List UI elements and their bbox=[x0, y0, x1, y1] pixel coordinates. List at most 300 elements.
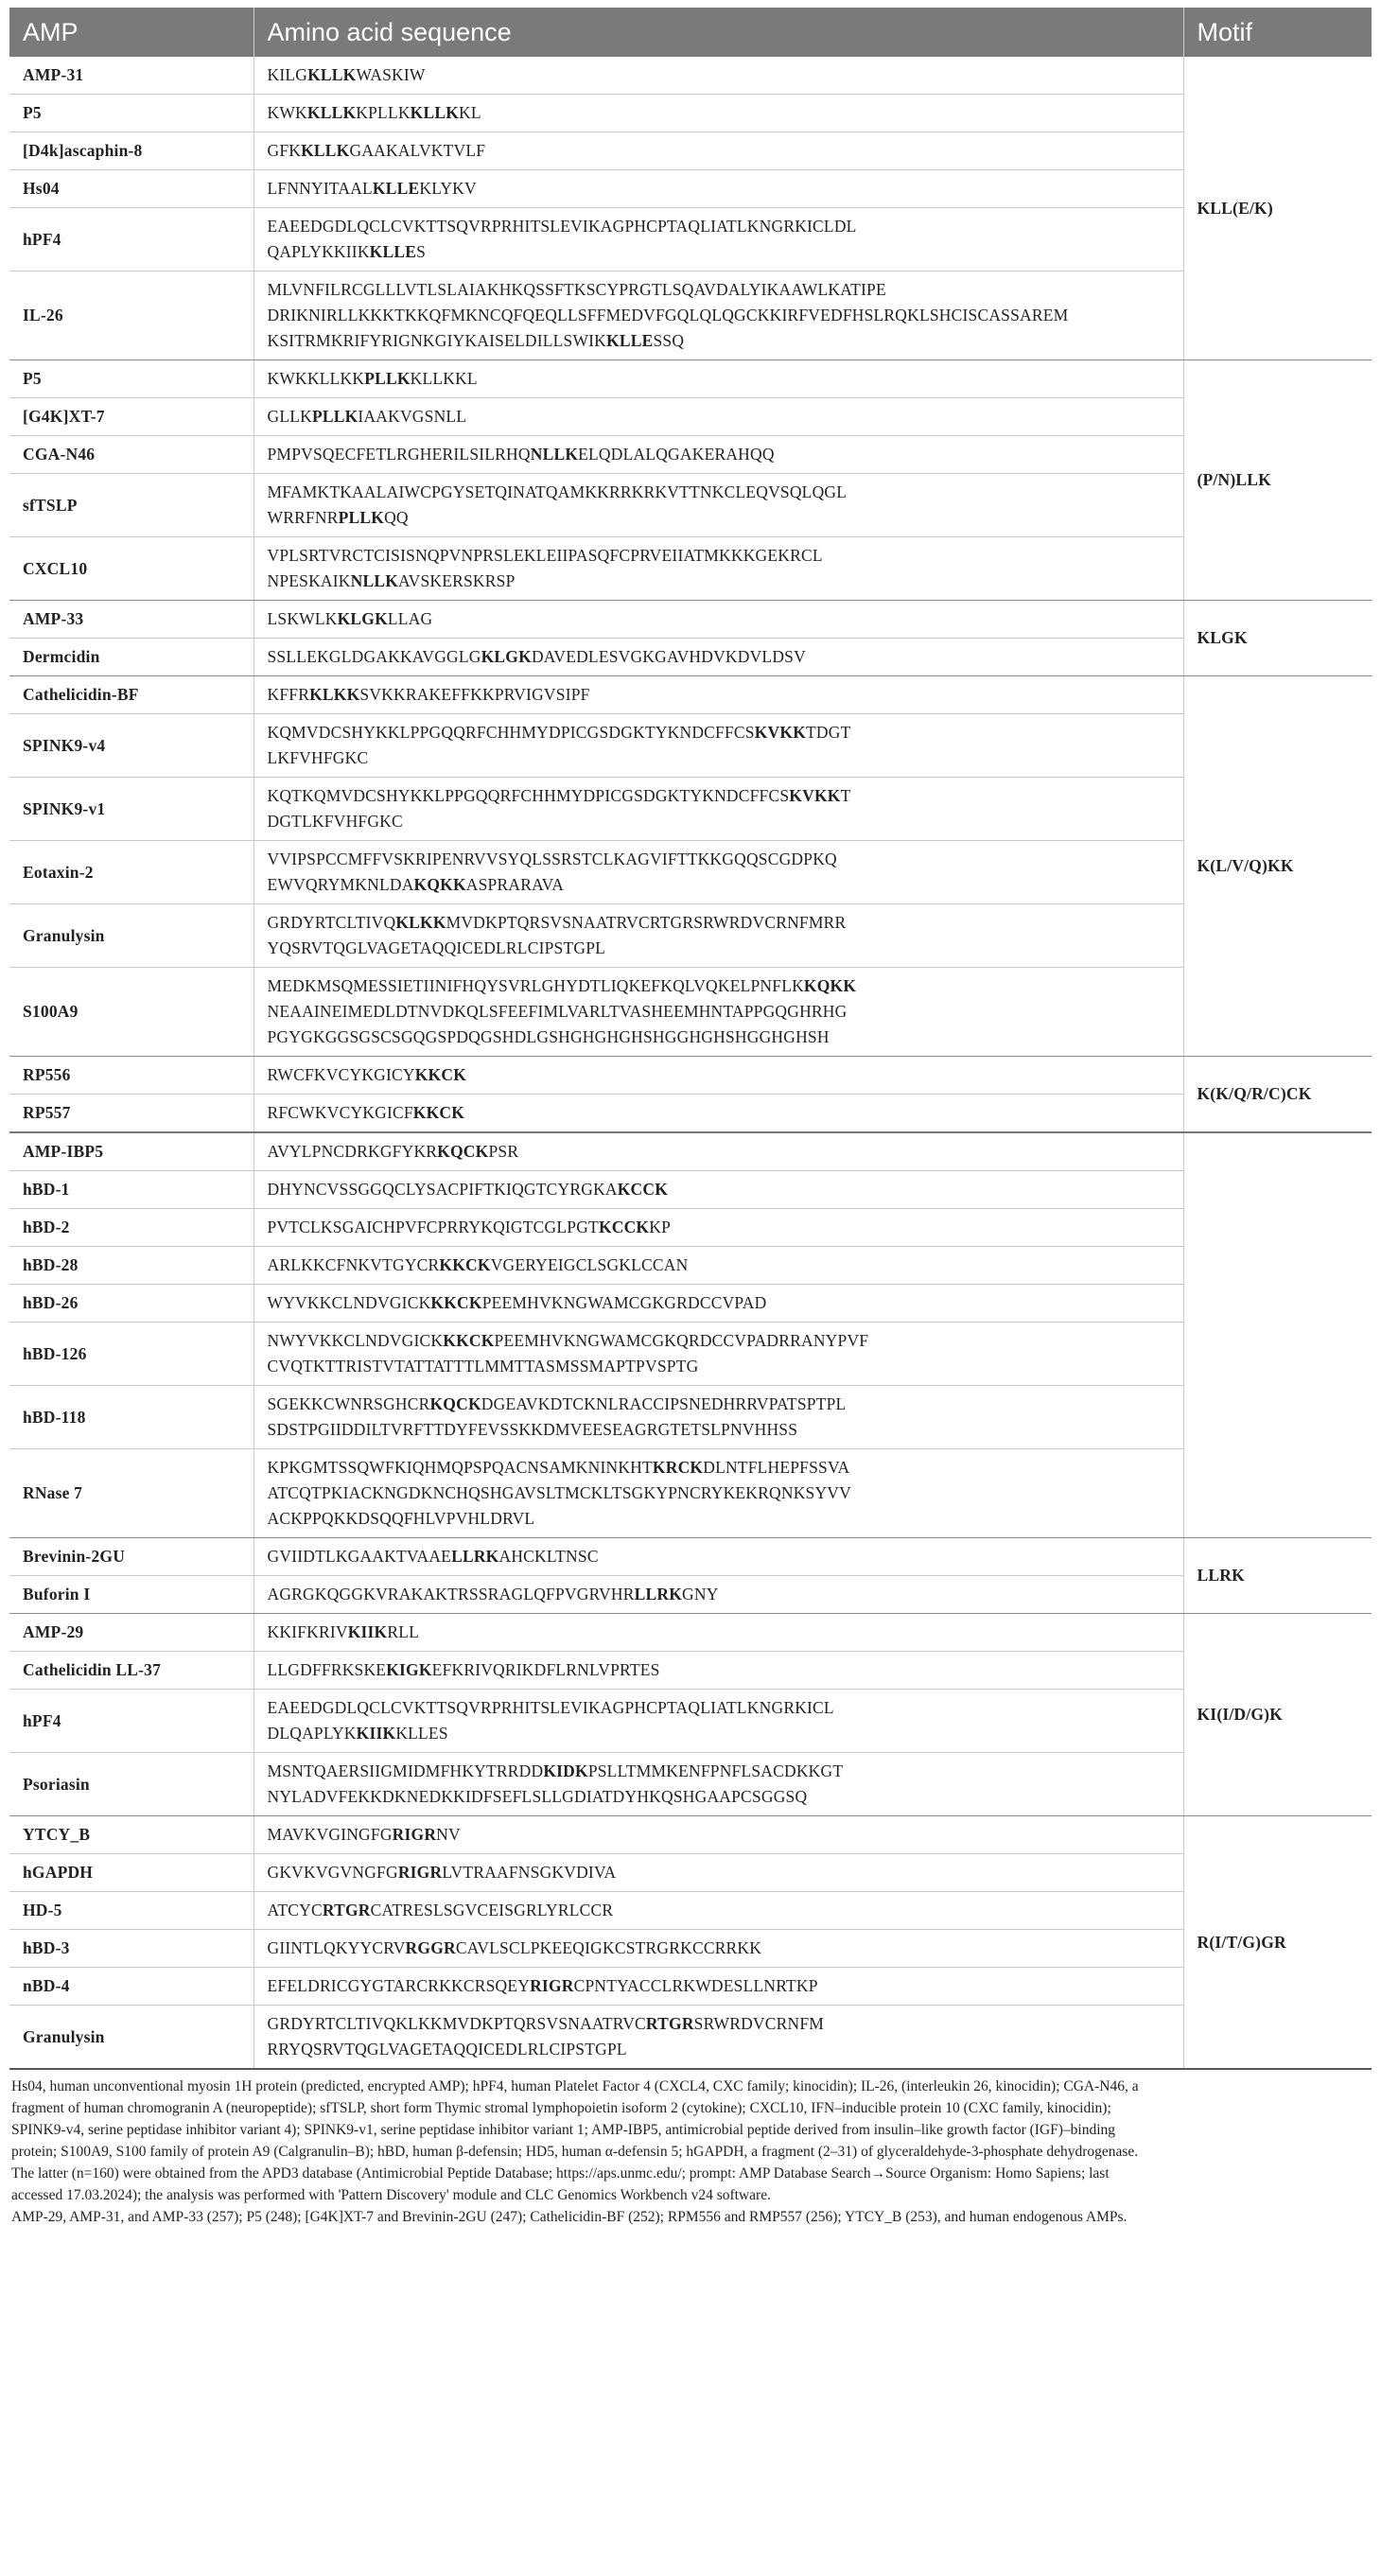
amino-acid-sequence bbox=[253, 904, 1183, 968]
sequence-line bbox=[268, 480, 1170, 505]
sequence-segment: KWK bbox=[267, 103, 307, 122]
sequence-line bbox=[268, 1936, 1170, 1961]
amp-name: IL-26 bbox=[9, 272, 253, 360]
table-row bbox=[9, 208, 1372, 272]
sequence-segment: GIINTLQKYYCRV bbox=[267, 1938, 406, 1957]
sequence-segment: KL bbox=[459, 103, 481, 122]
sequence-segment: PGYGKGGSGSCSGQGSPDQGSHDLGSHGHGHGHSHGGHGHSHGGHGHSH bbox=[267, 1027, 830, 1046]
table-row bbox=[9, 1209, 1372, 1247]
amp-name: hBD-26 bbox=[9, 1285, 253, 1323]
motif-highlight: KKCK bbox=[414, 1065, 467, 1084]
amp-name: hPF4 bbox=[9, 208, 253, 272]
motif-highlight: KIIK bbox=[356, 1724, 396, 1743]
table-row bbox=[9, 968, 1372, 1057]
sequence-line bbox=[268, 239, 1170, 265]
motif-cell: K(L/V/Q)KK bbox=[1183, 676, 1372, 1057]
amp-name: AMP-31 bbox=[9, 57, 253, 95]
sequence-segment: KSITRMKRIFYRIGNKGIYKAISELDILLSWIK bbox=[267, 331, 607, 350]
header-amp: AMP bbox=[9, 8, 253, 57]
footnote-line: The latter (n=160) were obtained from the APD3 database (Antimicrobial Peptide Database; https://aps.unmc.edu/; prompt: AMP Database Search→Source Organism: Homo Sapiens; last bbox=[11, 2165, 1110, 2182]
sequence-segment: GLLK bbox=[267, 407, 312, 426]
sequence-segment: LLGDFFRKSKE bbox=[267, 1660, 387, 1679]
sequence-segment: KPLLK bbox=[356, 103, 411, 122]
table-row bbox=[9, 1652, 1372, 1690]
sequence-segment: VVIPSPCCMFFVSKRIPENRVVSYQLSSRSTCLKAGVIFTTKKGQQSCGDPKQ bbox=[267, 850, 837, 868]
motif-highlight: KIGK bbox=[386, 1660, 432, 1679]
motif-highlight: KLLK bbox=[410, 103, 460, 122]
sequence-segment: SRWRDVCRNFM bbox=[693, 2014, 825, 2033]
amino-acid-sequence bbox=[253, 436, 1183, 474]
motif-highlight: KLLK bbox=[301, 141, 350, 160]
amp-name: HD-5 bbox=[9, 1892, 253, 1930]
sequence-line bbox=[268, 1721, 1170, 1746]
sequence-line bbox=[268, 910, 1170, 936]
sequence-line bbox=[268, 176, 1170, 202]
motif-highlight: KLKK bbox=[309, 685, 360, 704]
sequence-line bbox=[268, 1657, 1170, 1683]
table-row bbox=[9, 1323, 1372, 1386]
sequence-segment: WASKIW bbox=[356, 65, 426, 84]
sequence-segment: MVDKPTQRSVSNAATRVCRTGRSRWRDVCRNFMRR bbox=[446, 913, 847, 932]
table-row bbox=[9, 360, 1372, 398]
sequence-line bbox=[268, 1290, 1170, 1316]
motif-highlight: KQKK bbox=[803, 976, 857, 995]
sequence-segment: GRDYRTCLTIVQKLKKMVDKPTQRSVSNAATRVC bbox=[267, 2014, 646, 2033]
sequence-line bbox=[268, 783, 1170, 809]
motif-highlight: KLLE bbox=[369, 242, 417, 261]
amp-name: P5 bbox=[9, 95, 253, 132]
table-row bbox=[9, 841, 1372, 904]
amp-name: nBD-4 bbox=[9, 1968, 253, 2006]
sequence-segment: T bbox=[840, 786, 851, 805]
amino-acid-sequence bbox=[253, 601, 1183, 639]
motif-highlight: RIGR bbox=[530, 1976, 574, 1995]
amino-acid-sequence bbox=[253, 1285, 1183, 1323]
sequence-line bbox=[268, 1695, 1170, 1721]
table-row bbox=[9, 1171, 1372, 1209]
amino-acid-sequence bbox=[253, 676, 1183, 714]
sequence-segment: SSQ bbox=[653, 331, 685, 350]
motif-cell bbox=[1183, 1132, 1372, 1538]
footnote-line: AMP-29, AMP-31, and AMP-33 (257); P5 (248); [G4K]XT-7 and Brevinin-2GU (247); Cathelicidin-BF (252); RPM556 and RMP557 (256); YTCY_B (253), and human endogenous AMPs. bbox=[11, 2209, 1128, 2225]
sequence-line bbox=[268, 1392, 1170, 1417]
table-row bbox=[9, 676, 1372, 714]
amp-name: RP557 bbox=[9, 1095, 253, 1133]
amp-name: S100A9 bbox=[9, 968, 253, 1057]
sequence-line bbox=[268, 1177, 1170, 1202]
sequence-segment: AGRGKQGGKVRAKAKTRSSRAGLQFPVGRVHR bbox=[267, 1585, 635, 1603]
sequence-segment: PEEMHVKNGWAMCGKQRDCCVPADRRANYPVF bbox=[494, 1331, 869, 1350]
motif-cell: LLRK bbox=[1183, 1538, 1372, 1614]
sequence-line bbox=[268, 2037, 1170, 2062]
motif-highlight: KQKK bbox=[413, 875, 466, 894]
sequence-segment: CAVLSCLPKEEQIGKCSTRGRKCCRRKK bbox=[455, 1938, 762, 1957]
sequence-segment: PMPVSQECFETLRGHERILSILRHQ bbox=[267, 445, 531, 464]
sequence-segment: KLLES bbox=[395, 1724, 448, 1743]
motif-highlight: KVKK bbox=[754, 723, 807, 742]
amino-acid-sequence bbox=[253, 1449, 1183, 1538]
sequence-segment: RRYQSRVTQGLVAGETAQQICEDLRLCIPSTGPL bbox=[267, 2040, 627, 2059]
table-row bbox=[9, 1968, 1372, 2006]
motif-highlight: KQCK bbox=[437, 1142, 489, 1161]
sequence-segment: RFCWKVCYKGICF bbox=[267, 1103, 413, 1122]
sequence-line bbox=[268, 277, 1170, 303]
sequence-line bbox=[268, 1328, 1170, 1354]
sequence-line bbox=[268, 1100, 1170, 1126]
sequence-line bbox=[268, 1784, 1170, 1810]
table-row bbox=[9, 1690, 1372, 1753]
table-row bbox=[9, 1285, 1372, 1323]
footnote-line: protein; S100A9, S100 family of protein A9 (Calgranulin–B); hBD, human β-defensin; HD5, human α-defensin 5; hGAPDH, a fragment (2–31) of glyceraldehyde-3-phosphate dehydrogenase. bbox=[11, 2144, 1139, 2160]
amino-acid-sequence bbox=[253, 968, 1183, 1057]
sequence-segment: LSKWLK bbox=[267, 609, 338, 628]
table-row bbox=[9, 714, 1372, 778]
sequence-segment: ATCYC bbox=[267, 1901, 323, 1919]
table-footnote bbox=[9, 2070, 1372, 2228]
sequence-segment: VPLSRTVRCTCISISNQPVNPRSLEKLEIIPASQFCPRVEIIATMKKKGEKRCL bbox=[267, 546, 823, 565]
sequence-line bbox=[268, 745, 1170, 771]
table-row bbox=[9, 537, 1372, 601]
amino-acid-sequence bbox=[253, 1816, 1183, 1854]
sequence-line bbox=[268, 1025, 1170, 1050]
sequence-line bbox=[268, 1860, 1170, 1885]
table-row bbox=[9, 1753, 1372, 1816]
motif-highlight: RTGR bbox=[645, 2014, 694, 2033]
sequence-line bbox=[268, 847, 1170, 872]
motif-highlight: KKCK bbox=[439, 1255, 491, 1274]
amino-acid-sequence bbox=[253, 1095, 1183, 1133]
amp-name: Brevinin-2GU bbox=[9, 1538, 253, 1576]
sequence-line bbox=[268, 973, 1170, 999]
motif-highlight: KIDK bbox=[543, 1761, 588, 1780]
amp-name: [D4k]ascaphin-8 bbox=[9, 132, 253, 170]
sequence-segment: DGEAVKDTCKNLRACCIPSNEDHRRVPATSPTPL bbox=[481, 1394, 847, 1413]
sequence-segment: EAEEDGDLQCLCVKTTSQVRPRHITSLEVIKAGPHCPTAQLIATLKNGRKICL bbox=[267, 1698, 834, 1717]
sequence-segment: QQ bbox=[384, 508, 409, 527]
amp-motif-table bbox=[9, 8, 1372, 2070]
sequence-segment: LKFVHFGKC bbox=[267, 748, 369, 767]
motif-highlight: KVKK bbox=[789, 786, 841, 805]
sequence-segment: ATCQTPKIACKNGDKNCHQSHGAVSLTMCKLTSGKYPNCRYKEKRQNKSYVV bbox=[267, 1483, 851, 1502]
amp-name: Cathelicidin-BF bbox=[9, 676, 253, 714]
sequence-line bbox=[268, 1253, 1170, 1278]
sequence-segment: GAAKALVKTVLF bbox=[349, 141, 486, 160]
amino-acid-sequence bbox=[253, 714, 1183, 778]
sequence-segment: CVQTKTTRISTVTATTATTTLMMTTASMSSMAPTPVSPTG bbox=[267, 1357, 699, 1376]
sequence-segment: DHYNCVSSGGQCLYSACPIFTKIQGTCYRGKA bbox=[267, 1180, 618, 1199]
motif-cell: KI(I/D/G)K bbox=[1183, 1614, 1372, 1816]
sequence-segment: SSLLEKGLDGAKKAVGGLG bbox=[267, 647, 481, 666]
amp-name: hBD-28 bbox=[9, 1247, 253, 1285]
motif-highlight: KKCK bbox=[412, 1103, 465, 1122]
sequence-line bbox=[268, 442, 1170, 467]
sequence-segment: KLYKV bbox=[419, 179, 477, 198]
sequence-line bbox=[268, 1506, 1170, 1532]
amp-name: hBD-1 bbox=[9, 1171, 253, 1209]
motif-highlight: PLLK bbox=[338, 508, 385, 527]
sequence-segment: EFELDRICGYGTARCRKKCRSQEY bbox=[267, 1976, 531, 1995]
amino-acid-sequence bbox=[253, 1538, 1183, 1576]
amino-acid-sequence bbox=[253, 1132, 1183, 1171]
motif-cell: R(I/T/G)GR bbox=[1183, 1816, 1372, 2070]
amino-acid-sequence bbox=[253, 537, 1183, 601]
motif-highlight: KLLE bbox=[606, 331, 654, 350]
table-row bbox=[9, 398, 1372, 436]
sequence-line bbox=[268, 138, 1170, 164]
table-row bbox=[9, 1930, 1372, 1968]
table-row bbox=[9, 170, 1372, 208]
motif-highlight: RGGR bbox=[405, 1938, 456, 1957]
amino-acid-sequence bbox=[253, 1323, 1183, 1386]
amino-acid-sequence bbox=[253, 132, 1183, 170]
sequence-segment: SGEKKCWNRSGHCR bbox=[267, 1394, 430, 1413]
amino-acid-sequence bbox=[253, 1247, 1183, 1285]
amp-name: Dermcidin bbox=[9, 639, 253, 676]
amp-name: Psoriasin bbox=[9, 1753, 253, 1816]
amp-name: Cathelicidin LL-37 bbox=[9, 1652, 253, 1690]
sequence-segment: IAAKVGSNLL bbox=[358, 407, 467, 426]
amp-name: SPINK9-v4 bbox=[9, 714, 253, 778]
sequence-segment: GKVKVGVNGFG bbox=[267, 1863, 398, 1882]
amp-name: AMP-29 bbox=[9, 1614, 253, 1652]
sequence-line bbox=[268, 936, 1170, 961]
sequence-line bbox=[268, 644, 1170, 670]
sequence-line bbox=[268, 328, 1170, 354]
amino-acid-sequence bbox=[253, 1753, 1183, 1816]
sequence-segment: PVTCLKSGAICHPVFCPRRYKQIGTCGLPGT bbox=[267, 1218, 599, 1236]
sequence-segment: KILG bbox=[267, 65, 308, 84]
table-row bbox=[9, 474, 1372, 537]
amp-name: AMP-33 bbox=[9, 601, 253, 639]
table-row bbox=[9, 57, 1372, 95]
sequence-segment: KFFR bbox=[267, 685, 310, 704]
amp-name: sfTSLP bbox=[9, 474, 253, 537]
sequence-line bbox=[268, 1139, 1170, 1165]
amp-name: Buforin I bbox=[9, 1576, 253, 1614]
table-row bbox=[9, 1816, 1372, 1854]
table-row bbox=[9, 1449, 1372, 1538]
amp-name: hBD-3 bbox=[9, 1930, 253, 1968]
amp-name: Granulysin bbox=[9, 904, 253, 968]
amino-acid-sequence bbox=[253, 1386, 1183, 1449]
amino-acid-sequence bbox=[253, 1892, 1183, 1930]
sequence-line bbox=[268, 872, 1170, 898]
amp-name: CXCL10 bbox=[9, 537, 253, 601]
sequence-segment: KQTKQMVDCSHYKKLPPGQQRFCHHMYDPICGSDGKTYKNDCFFCS bbox=[267, 786, 790, 805]
sequence-segment: CPNTYACCLRKWDESLLNRTKP bbox=[573, 1976, 818, 1995]
table-body bbox=[9, 57, 1372, 2069]
sequence-segment: ARLKKCFNKVTGYCR bbox=[267, 1255, 440, 1274]
motif-cell: KLGK bbox=[1183, 601, 1372, 676]
sequence-segment: LFNNYITAAL bbox=[267, 179, 373, 198]
amino-acid-sequence bbox=[253, 778, 1183, 841]
amino-acid-sequence bbox=[253, 95, 1183, 132]
amino-acid-sequence bbox=[253, 639, 1183, 676]
sequence-line bbox=[268, 100, 1170, 126]
sequence-segment: ACKPPQKKDSQQFHLVPVHLDRVL bbox=[267, 1509, 535, 1528]
table-row bbox=[9, 272, 1372, 360]
sequence-segment: SVKKRAKEFFKKPRVIGVSIPF bbox=[359, 685, 590, 704]
sequence-line bbox=[268, 1822, 1170, 1848]
motif-highlight: KLGK bbox=[481, 647, 532, 666]
motif-highlight: KLLK bbox=[307, 65, 357, 84]
header-sequence: Amino acid sequence bbox=[253, 8, 1183, 57]
sequence-segment: DGTLKFVHFGKC bbox=[267, 812, 403, 831]
sequence-segment: RWCFKVCYKGICY bbox=[267, 1065, 415, 1084]
table-row bbox=[9, 1095, 1372, 1133]
amp-name: hBD-2 bbox=[9, 1209, 253, 1247]
sequence-segment: KQMVDCSHYKKLPPGQQRFCHHMYDPICGSDGKTYKNDCFFCS bbox=[267, 723, 755, 742]
motif-highlight: LLRK bbox=[634, 1585, 683, 1603]
sequence-segment: EWVQRYMKNLDA bbox=[267, 875, 414, 894]
sequence-line bbox=[268, 1582, 1170, 1607]
amp-name: P5 bbox=[9, 360, 253, 398]
sequence-line bbox=[268, 404, 1170, 429]
amino-acid-sequence bbox=[253, 1614, 1183, 1652]
sequence-segment: GVIIDTLKGAAKTVAAE bbox=[267, 1547, 452, 1566]
sequence-segment: VGERYEIGCLSGKLCCAN bbox=[490, 1255, 689, 1274]
table-row bbox=[9, 1538, 1372, 1576]
sequence-segment: YQSRVTQGLVAGETAQQICEDLRLCIPSTGPL bbox=[267, 938, 606, 957]
sequence-segment: TDGT bbox=[806, 723, 851, 742]
sequence-segment: KP bbox=[649, 1218, 672, 1236]
sequence-segment: KPKGMTSSQWFKIQHMQPSPQACNSAMKNINKHT bbox=[267, 1458, 653, 1477]
sequence-segment: DLNTFLHEPFSSVA bbox=[703, 1458, 850, 1477]
sequence-segment: MLVNFILRCGLLLVTLSLAIAKHKQSSFTKSCYPRGTLSQAVDALYIKAAWLKATIPE bbox=[267, 280, 886, 299]
sequence-line bbox=[268, 1481, 1170, 1506]
sequence-segment: KLLKKL bbox=[410, 369, 478, 388]
table-row bbox=[9, 1892, 1372, 1930]
motif-highlight: RTGR bbox=[322, 1901, 371, 1919]
motif-cell: K(K/Q/R/C)CK bbox=[1183, 1057, 1372, 1133]
motif-highlight: KIIK bbox=[347, 1622, 388, 1641]
sequence-segment: PEEMHVKNGWAMCGKGRDCCVPAD bbox=[481, 1293, 767, 1312]
motif-highlight: NLLK bbox=[350, 571, 399, 590]
table-row bbox=[9, 778, 1372, 841]
sequence-segment: MFAMKTKAALAIWCPGYSETQINATQAMKKRRKRKVTTNKCLEQVSQLQGL bbox=[267, 482, 848, 501]
amino-acid-sequence bbox=[253, 1968, 1183, 2006]
amino-acid-sequence bbox=[253, 398, 1183, 436]
amp-name: SPINK9-v1 bbox=[9, 778, 253, 841]
amino-acid-sequence bbox=[253, 1652, 1183, 1690]
sequence-line bbox=[268, 1973, 1170, 1999]
amino-acid-sequence bbox=[253, 474, 1183, 537]
sequence-segment: WYVKKCLNDVGICK bbox=[267, 1293, 431, 1312]
table-row bbox=[9, 639, 1372, 676]
sequence-line bbox=[268, 1544, 1170, 1569]
sequence-segment: MAVKVGINGFG bbox=[267, 1825, 393, 1844]
motif-highlight: KQCK bbox=[429, 1394, 481, 1413]
sequence-segment: AVYLPNCDRKGFYKR bbox=[267, 1142, 438, 1161]
sequence-segment: CATRESLSGVCEISGRLYRLCCR bbox=[370, 1901, 614, 1919]
motif-highlight: RIGR bbox=[397, 1863, 443, 1882]
sequence-line bbox=[268, 720, 1170, 745]
sequence-segment: GFK bbox=[267, 141, 302, 160]
amino-acid-sequence bbox=[253, 1930, 1183, 1968]
sequence-segment: ASPRARAVA bbox=[465, 875, 565, 894]
amp-name: YTCY_B bbox=[9, 1816, 253, 1854]
sequence-line bbox=[268, 62, 1170, 88]
sequence-line bbox=[268, 606, 1170, 632]
sequence-segment: AVSKERSKRSP bbox=[398, 571, 516, 590]
sequence-line bbox=[268, 1417, 1170, 1443]
table-row bbox=[9, 1854, 1372, 1892]
amp-name: hBD-126 bbox=[9, 1323, 253, 1386]
header-motif: Motif bbox=[1183, 8, 1372, 57]
sequence-segment: LLAG bbox=[387, 609, 433, 628]
table-row bbox=[9, 132, 1372, 170]
sequence-segment: DAVEDLESVGKGAVHDVKDVLDSV bbox=[531, 647, 806, 666]
sequence-line bbox=[268, 809, 1170, 834]
footnote-line: SPINK9-v4, serine peptidase inhibitor variant 4); SPINK9-v1, serine peptidase inhibitor variant 1; AMP-IBP5, antimicrobial peptide derived from insulin–like growth factor (IGF)–binding bbox=[11, 2122, 1116, 2138]
sequence-line bbox=[268, 569, 1170, 594]
amino-acid-sequence bbox=[253, 841, 1183, 904]
amino-acid-sequence bbox=[253, 57, 1183, 95]
motif-cell: KLL(E/K) bbox=[1183, 57, 1372, 360]
sequence-segment: S bbox=[416, 242, 427, 261]
amino-acid-sequence bbox=[253, 170, 1183, 208]
sequence-line bbox=[268, 1215, 1170, 1240]
amino-acid-sequence bbox=[253, 1690, 1183, 1753]
amp-name: RNase 7 bbox=[9, 1449, 253, 1538]
amino-acid-sequence bbox=[253, 272, 1183, 360]
sequence-segment: AHCKLTNSC bbox=[498, 1547, 599, 1566]
sequence-line bbox=[268, 303, 1170, 328]
sequence-segment: GRDYRTCLTIVQ bbox=[267, 913, 396, 932]
motif-highlight: KLLE bbox=[372, 179, 420, 198]
motif-highlight: PLLK bbox=[311, 407, 358, 426]
table-row bbox=[9, 904, 1372, 968]
sequence-line bbox=[268, 1455, 1170, 1481]
sequence-segment: MEDKMSQMESSIETIINIFHQYSVRLGHYDTLIQKEFKQLVQKELPNFLK bbox=[267, 976, 804, 995]
motif-highlight: NLLK bbox=[530, 445, 579, 464]
sequence-segment: DLQAPLYK bbox=[267, 1724, 357, 1743]
sequence-line bbox=[268, 214, 1170, 239]
amp-name: [G4K]XT-7 bbox=[9, 398, 253, 436]
motif-highlight: KLLK bbox=[306, 103, 357, 122]
motif-highlight: RIGR bbox=[392, 1825, 437, 1844]
sequence-segment: QAPLYKKIIK bbox=[267, 242, 370, 261]
motif-highlight: KLGK bbox=[337, 609, 388, 628]
table-row bbox=[9, 1576, 1372, 1614]
sequence-line bbox=[268, 999, 1170, 1025]
sequence-line bbox=[268, 682, 1170, 708]
motif-highlight: KKCK bbox=[430, 1293, 482, 1312]
sequence-segment: EAEEDGDLQCLCVKTTSQVRPRHITSLEVIKAGPHCPTAQLIATLKNGRKICLDL bbox=[267, 217, 857, 236]
amino-acid-sequence bbox=[253, 1854, 1183, 1892]
amino-acid-sequence bbox=[253, 1576, 1183, 1614]
motif-highlight: PLLK bbox=[364, 369, 411, 388]
amino-acid-sequence bbox=[253, 1209, 1183, 1247]
sequence-segment: DRIKNIRLLKKKTKKQFMKNCQFQEQLLSFFMEDVFGQLQLQGCKKIRFVEDFHSLRQKLSHCISCASSAREM bbox=[267, 306, 1069, 324]
sequence-segment: EFKRIVQRIKDFLRNLVPRTES bbox=[431, 1660, 660, 1679]
motif-cell: (P/N)LLK bbox=[1183, 360, 1372, 601]
sequence-segment: MSNTQAERSIIGMIDMFHKYTRRDD bbox=[267, 1761, 544, 1780]
sequence-segment: PSLLTMMKENFPNFLSACDKKGT bbox=[587, 1761, 844, 1780]
sequence-segment: GNY bbox=[682, 1585, 719, 1603]
table-row bbox=[9, 1614, 1372, 1652]
sequence-segment: WRRFNR bbox=[267, 508, 339, 527]
table-row bbox=[9, 95, 1372, 132]
amp-name: hBD-118 bbox=[9, 1386, 253, 1449]
amp-name: hGAPDH bbox=[9, 1854, 253, 1892]
motif-highlight: KKCK bbox=[443, 1331, 495, 1350]
sequence-line bbox=[268, 1898, 1170, 1923]
footnote-line: fragment of human chromogranin A (neuropeptide); sfTSLP, short form Thymic stromal lymphopoietin isoform 2 (cytokine); CXCL10, IFN–inducible protein 10 (CXC family, kinocidin); bbox=[11, 2100, 1111, 2116]
motif-highlight: KCCK bbox=[617, 1180, 669, 1199]
table-header bbox=[9, 8, 1372, 57]
table-row bbox=[9, 1132, 1372, 1171]
